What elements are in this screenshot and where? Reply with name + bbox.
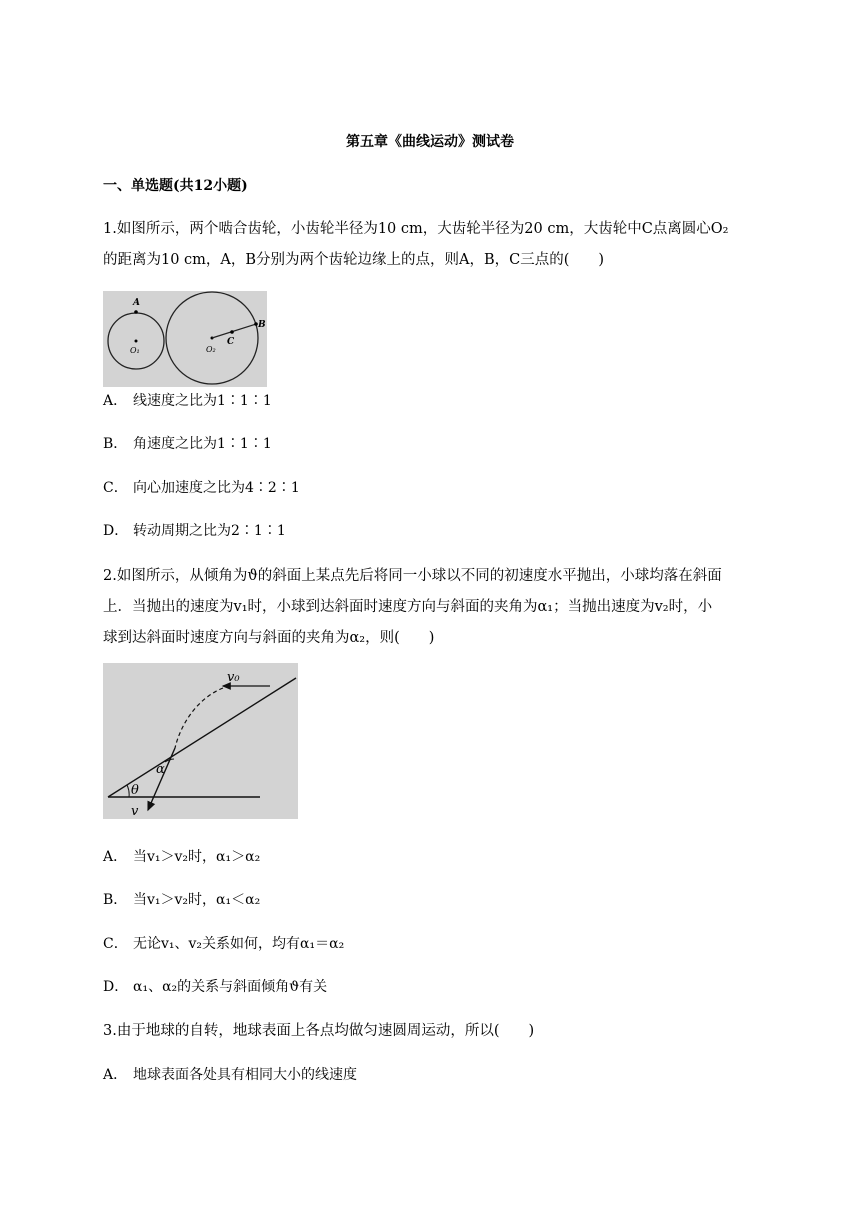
label-o2: O₂ (206, 345, 216, 354)
incline-figure (103, 663, 298, 819)
point-c-dot (230, 330, 234, 334)
question-1-line-1: 1.如图所示，两个啮合齿轮，小齿轮半径为10 cm，大齿轮半径为20 cm，大齿轮中C点离圆心O₂ (103, 221, 729, 237)
q1-option-a-letter: A． (103, 393, 128, 409)
point-a-dot (134, 310, 138, 314)
question-2-line-3: 球到达斜面时速度方向与斜面的夹角为α₂，则( ) (103, 630, 435, 646)
center-o1-dot (135, 340, 138, 343)
q2-option-d-text: α₁、α₂的关系与斜面倾角ϑ有关 (133, 979, 328, 995)
q2-option-c-text: 无论v₁、v₂关系如何，均有α₁＝α₂ (133, 936, 345, 952)
question-2-line-1: 2.如图所示，从倾角为ϑ的斜面上某点先后将同一小球以不同的初速度水平抛出，小球均落在斜面 (103, 568, 722, 584)
label-c: C (227, 337, 235, 347)
q1-option-d[interactable] (103, 520, 286, 540)
question-2-line-2: 上．当抛出的速度为v₁时，小球到达斜面时速度方向与斜面的夹角为α₁；当抛出速度为v₂时，小 (103, 599, 713, 615)
section-heading: 一、单选题(共12小题) (103, 178, 248, 194)
q1-option-a[interactable] (103, 390, 272, 410)
q1-option-c-text: 向心加速度之比为4∶2∶1 (133, 480, 300, 496)
q2-option-c[interactable] (103, 933, 344, 953)
label-v0: v₀ (227, 670, 240, 685)
q3-option-a[interactable] (103, 1064, 357, 1084)
q1-option-d-letter: D． (103, 523, 129, 539)
q1-option-d-text: 转动周期之比为2∶1∶1 (133, 523, 286, 539)
q2-option-b[interactable] (103, 889, 260, 909)
q2-option-d[interactable] (103, 976, 327, 996)
q2-option-b-letter: B． (103, 892, 128, 908)
label-theta: θ (131, 783, 139, 798)
label-alpha: α (156, 762, 165, 777)
label-o1: O₁ (130, 346, 140, 355)
q3-option-a-text: 地球表面各处具有相同大小的线速度 (133, 1067, 357, 1083)
q1-option-b-letter: B． (103, 436, 128, 452)
gear-figure (103, 291, 267, 387)
q2-option-d-letter: D． (103, 979, 129, 995)
q2-option-a-text: 当v₁＞v₂时，α₁＞α₂ (133, 849, 261, 865)
q2-option-b-text: 当v₁＞v₂时，α₁＜α₂ (133, 892, 261, 908)
q1-option-a-text: 线速度之比为1∶1∶1 (133, 393, 272, 409)
q2-option-a[interactable] (103, 846, 260, 866)
q2-option-a-letter: A． (103, 849, 128, 865)
page-title: 第五章《曲线运动》测试卷 (346, 134, 514, 150)
q3-option-a-letter: A． (103, 1067, 128, 1083)
label-b: B (258, 320, 266, 330)
question-1-line-2: 的距离为10 cm，A，B分别为两个齿轮边缘上的点，则A，B，C三点的( ) (103, 252, 605, 268)
q2-option-c-letter: C． (103, 936, 128, 952)
question-3-line-1: 3.由于地球的自转，地球表面上各点均做匀速圆周运动，所以( ) (103, 1023, 535, 1039)
q1-option-b[interactable] (103, 433, 272, 453)
q1-option-b-text: 角速度之比为1∶1∶1 (133, 436, 272, 452)
label-v: v (131, 804, 139, 819)
q1-option-c-letter: C． (103, 480, 128, 496)
q1-option-c[interactable] (103, 477, 300, 497)
label-a: A (133, 298, 140, 308)
